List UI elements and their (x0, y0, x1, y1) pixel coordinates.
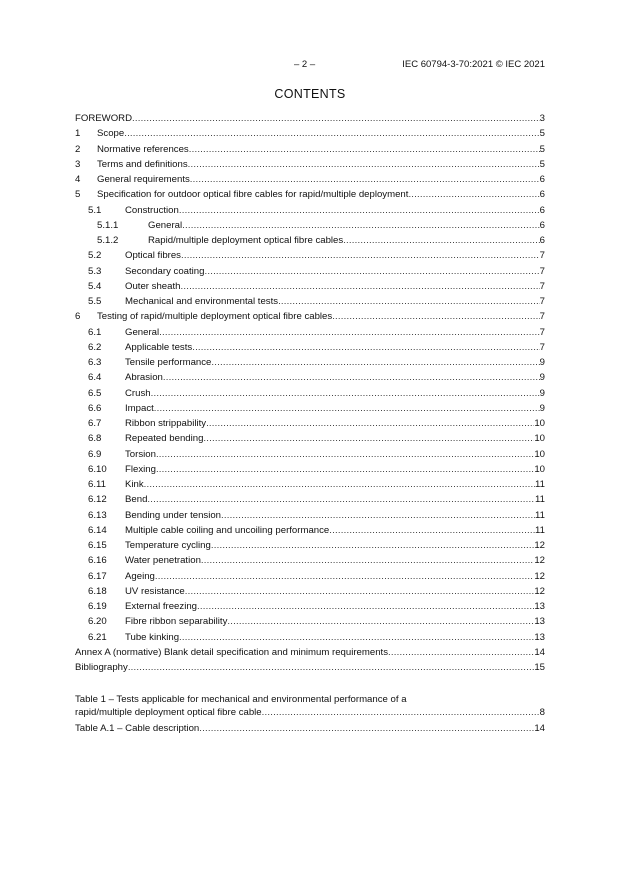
toc-entry-number: 6.10 (88, 463, 107, 475)
contents-title: CONTENTS (274, 87, 346, 101)
toc-entry-title: Testing of rapid/multiple deployment optical fibre cables (97, 311, 333, 323)
dot-leader (180, 280, 539, 293)
toc-entry-page: 6 (539, 174, 545, 185)
dot-leader (128, 661, 535, 674)
toc-entry-number: 6.7 (88, 418, 102, 429)
toc-entry-title: Torsion (125, 448, 156, 460)
toc-entry-page: 9 (539, 387, 545, 399)
toc-entry-number: 6.15 (88, 540, 107, 551)
page-number: – 2 – (294, 59, 316, 70)
toc-entry-page: 7 (539, 265, 545, 277)
toc-entry-number: 1 (75, 128, 81, 140)
dot-leader (201, 554, 534, 567)
toc-entry-number: 6.13 (88, 509, 107, 521)
toc-entry-page: 13 (534, 601, 545, 612)
toc-entry-page: 11 (535, 509, 545, 521)
toc-entry-page: 7 (539, 280, 545, 292)
toc-entry[interactable] (75, 387, 545, 400)
toc-entry-number: 5.1 (88, 204, 102, 216)
toc-entry[interactable] (75, 356, 545, 369)
toc-entry-number: 6.9 (88, 448, 102, 460)
toc-entry-title: Fibre ribbon separability (125, 616, 228, 628)
toc-entry-title: Kink (125, 479, 144, 490)
toc-entry[interactable] (75, 143, 545, 156)
toc-entry-page: 5 (539, 143, 545, 155)
dot-leader (204, 265, 539, 278)
dot-leader (211, 539, 534, 552)
toc-entry-page: 5 (539, 158, 545, 170)
dot-leader (188, 158, 540, 171)
toc-entry-number: 6.3 (88, 357, 102, 368)
toc-entry[interactable] (75, 249, 545, 262)
toc-entry-number: 5.4 (88, 280, 102, 292)
toc-entry[interactable] (75, 570, 545, 583)
table-entry-row (75, 706, 545, 719)
toc-entry-title: Construction (125, 204, 179, 216)
toc-entry-title: Flexing (125, 463, 156, 475)
toc-entry[interactable] (75, 539, 545, 552)
toc-entry-number: 6.5 (88, 387, 102, 399)
toc-entry-page: 7 (539, 296, 545, 307)
dot-leader (343, 234, 539, 247)
toc-entry[interactable] (75, 112, 545, 125)
toc-entry-page: 10 (534, 448, 545, 460)
dot-leader (227, 615, 534, 628)
toc-entry-number: 6.12 (88, 494, 107, 506)
toc-entry-number: 6.1 (88, 326, 102, 338)
toc-entry-title: Multiple cable coiling and uncoiling performance (125, 524, 330, 536)
toc-entry[interactable] (75, 204, 545, 217)
toc-entry-number: 4 (75, 174, 81, 185)
toc-entry-number: 6.17 (88, 570, 107, 582)
toc-entry-title: Specification for outdoor optical fibre cables for rapid/multiple deployment (97, 189, 409, 201)
toc-entry-page: 13 (534, 616, 545, 628)
toc-entry-number: 6.21 (88, 631, 107, 643)
toc-entry-title: Bending under tension (125, 509, 222, 521)
dot-leader (388, 646, 534, 659)
table-entry-title-line1: Table 1 – Tests applicable for mechanical and environmental performance of a (75, 694, 407, 706)
dot-leader (206, 417, 534, 430)
dot-leader (262, 706, 540, 719)
table-of-contents (75, 112, 545, 737)
dot-leader (185, 585, 535, 598)
dot-leader (159, 326, 540, 339)
toc-entry-title: Optical fibres (125, 250, 181, 262)
toc-entry-title: Impact (125, 402, 154, 414)
toc-entry[interactable] (75, 432, 545, 445)
dot-leader (132, 112, 540, 125)
dot-leader (147, 493, 535, 506)
toc-entry-number: 5.1.2 (97, 235, 119, 246)
toc-entry-title: External freezing (125, 601, 197, 612)
toc-entry-page: 7 (539, 341, 545, 353)
toc-entry[interactable] (75, 493, 545, 506)
toc-entry-number: 6.6 (88, 402, 102, 414)
dot-leader (151, 387, 540, 400)
toc-entry-title: Mechanical and environmental tests (125, 296, 279, 307)
toc-entry-title: Terms and definitions (97, 158, 188, 170)
toc-entry[interactable] (75, 463, 545, 476)
toc-entry-page: 7 (539, 250, 545, 262)
toc-entry-page: 13 (534, 631, 545, 643)
dot-leader (197, 600, 534, 613)
dot-leader (156, 463, 534, 476)
toc-entry-number: 6.18 (88, 585, 107, 597)
toc-entry-number: 6.2 (88, 341, 102, 353)
toc-entry-page: 6 (539, 189, 545, 201)
toc-entry-page: 7 (539, 326, 545, 338)
dot-leader (154, 402, 540, 415)
dot-leader (144, 478, 535, 491)
dot-leader (189, 143, 540, 156)
toc-entry-page: 12 (534, 585, 545, 597)
toc-entry-page: 11 (535, 479, 545, 490)
toc-entry-page: 3 (539, 113, 545, 124)
table-entry-title: Table A.1 – Cable description (75, 722, 200, 734)
toc-entry[interactable] (75, 295, 545, 308)
toc-entry-title: Tensile performance (125, 357, 212, 368)
toc-entry-number: 2 (75, 143, 81, 155)
dot-leader (408, 188, 539, 201)
section-spacer (75, 676, 545, 693)
toc-entry-title: Repeated bending (125, 433, 204, 445)
toc-entry-title: Crush (125, 387, 151, 399)
toc-entry-page: 12 (534, 540, 545, 551)
toc-entry-page: 6 (539, 219, 545, 231)
toc-entry-page: 10 (534, 418, 545, 429)
toc-entry[interactable] (75, 280, 545, 293)
toc-entry[interactable] (75, 173, 545, 186)
toc-entry-number: 6.8 (88, 433, 102, 445)
dot-leader (163, 371, 540, 384)
toc-entry-title: Water penetration (125, 555, 201, 567)
toc-entry-number: 5.3 (88, 265, 102, 277)
toc-entry-page: 6 (539, 204, 545, 216)
toc-entry-title: Bend (125, 494, 148, 506)
dot-leader (190, 173, 540, 186)
toc-entry-title: General requirements (97, 174, 190, 185)
toc-entry[interactable] (75, 478, 545, 491)
toc-entry-number: 5.5 (88, 296, 102, 307)
toc-entry-title: UV resistance (125, 585, 185, 597)
toc-entry-number: 6 (75, 311, 81, 323)
toc-entry[interactable] (75, 661, 545, 674)
dot-leader (278, 295, 540, 308)
dot-leader (192, 341, 539, 354)
toc-entry-title: General (125, 326, 160, 338)
toc-entry-title: Bibliography (75, 662, 128, 673)
toc-entry[interactable] (75, 417, 545, 430)
toc-entry[interactable] (75, 585, 545, 598)
toc-entry-page: 11 (535, 494, 545, 506)
toc-entry[interactable] (75, 631, 545, 644)
toc-entry[interactable] (75, 600, 545, 613)
toc-entry-page: 9 (539, 372, 545, 384)
dot-leader (179, 204, 540, 217)
toc-entry-title: Scope (97, 128, 125, 140)
table-entry-page: 14 (534, 722, 545, 734)
toc-entry-title: Abrasion (125, 372, 163, 384)
toc-entry[interactable] (75, 646, 545, 659)
toc-entry[interactable] (75, 158, 545, 171)
toc-entry-page: 7 (539, 311, 545, 323)
dot-leader (156, 448, 534, 461)
toc-entry-number: 5 (75, 189, 81, 201)
toc-entry[interactable] (75, 341, 545, 354)
toc-entry-title: Ribbon strippability (125, 418, 207, 429)
toc-entry-page: 11 (535, 524, 545, 536)
toc-entry[interactable] (75, 219, 545, 232)
toc-entry-page: 6 (539, 235, 545, 246)
list-of-tables-entry[interactable] (75, 693, 545, 719)
toc-entry-number: 6.14 (88, 524, 107, 536)
toc-entry[interactable] (75, 371, 545, 384)
toc-entry-page: 10 (534, 433, 545, 445)
toc-entry-number: 6.11 (88, 479, 106, 490)
dot-leader (203, 432, 534, 445)
toc-entry-number: 5.2 (88, 250, 102, 262)
toc-entry-page: 9 (539, 402, 545, 414)
toc-entry[interactable] (75, 188, 545, 201)
list-of-tables-entry[interactable] (75, 722, 545, 735)
table-entry-row (75, 722, 545, 735)
dot-leader (182, 219, 540, 232)
dot-leader (221, 509, 535, 522)
toc-entry-number: 6.16 (88, 555, 107, 567)
toc-entry[interactable] (75, 524, 545, 537)
toc-entry-title: Annex A (normative) Blank detail specification and minimum requirements (75, 646, 389, 658)
toc-entry-page: 12 (534, 555, 545, 567)
toc-entry-title: Tube kinking (125, 631, 180, 643)
toc-entry[interactable] (75, 402, 545, 415)
toc-entry[interactable] (75, 615, 545, 628)
toc-entry-page: 5 (539, 128, 545, 140)
toc-entry[interactable] (75, 265, 545, 278)
toc-entry-number: 3 (75, 158, 81, 170)
page-header (0, 59, 620, 73)
dot-leader (211, 356, 539, 369)
toc-entry-title: Applicable tests (125, 341, 193, 353)
dot-leader (332, 310, 539, 323)
toc-entry-title: Secondary coating (125, 265, 205, 277)
toc-entry[interactable] (75, 127, 545, 140)
table-entry-page: 8 (539, 707, 545, 719)
toc-entry-page: 15 (534, 662, 545, 673)
toc-entry[interactable] (75, 554, 545, 567)
toc-entry-title: Ageing (125, 570, 155, 582)
toc-entry-page: 9 (539, 357, 545, 368)
dot-leader (155, 570, 534, 583)
toc-entry-title: Rapid/multiple deployment optical fibre cables (148, 235, 344, 246)
toc-entry-number: 6.20 (88, 616, 107, 628)
toc-entry-number: 5.1.1 (97, 219, 119, 231)
document-reference: IEC 60794-3-70:2021 © IEC 2021 (402, 59, 545, 70)
toc-entry-title: General (148, 219, 183, 231)
toc-entry-page: 10 (534, 463, 545, 475)
dot-leader (179, 631, 534, 644)
toc-entry-title: Outer sheath (125, 280, 181, 292)
toc-entry[interactable] (75, 509, 545, 522)
toc-entry-title: FOREWORD (75, 113, 133, 124)
toc-entry[interactable] (75, 326, 545, 339)
table-entry-title: rapid/multiple deployment optical fibre cable (75, 707, 262, 719)
dot-leader (329, 524, 535, 537)
toc-entry[interactable] (75, 448, 545, 461)
dot-leader (199, 722, 534, 735)
toc-entry-number: 6.4 (88, 372, 102, 384)
toc-entry[interactable] (75, 310, 545, 323)
toc-entry-title: Normative references (97, 143, 189, 155)
toc-entry-page: 12 (534, 570, 545, 582)
toc-entry-page: 14 (534, 646, 545, 658)
dot-leader (181, 249, 540, 262)
toc-entry[interactable] (75, 234, 545, 247)
toc-entry-title: Temperature cycling (125, 540, 211, 551)
dot-leader (124, 127, 539, 140)
toc-entry-number: 6.19 (88, 601, 107, 612)
